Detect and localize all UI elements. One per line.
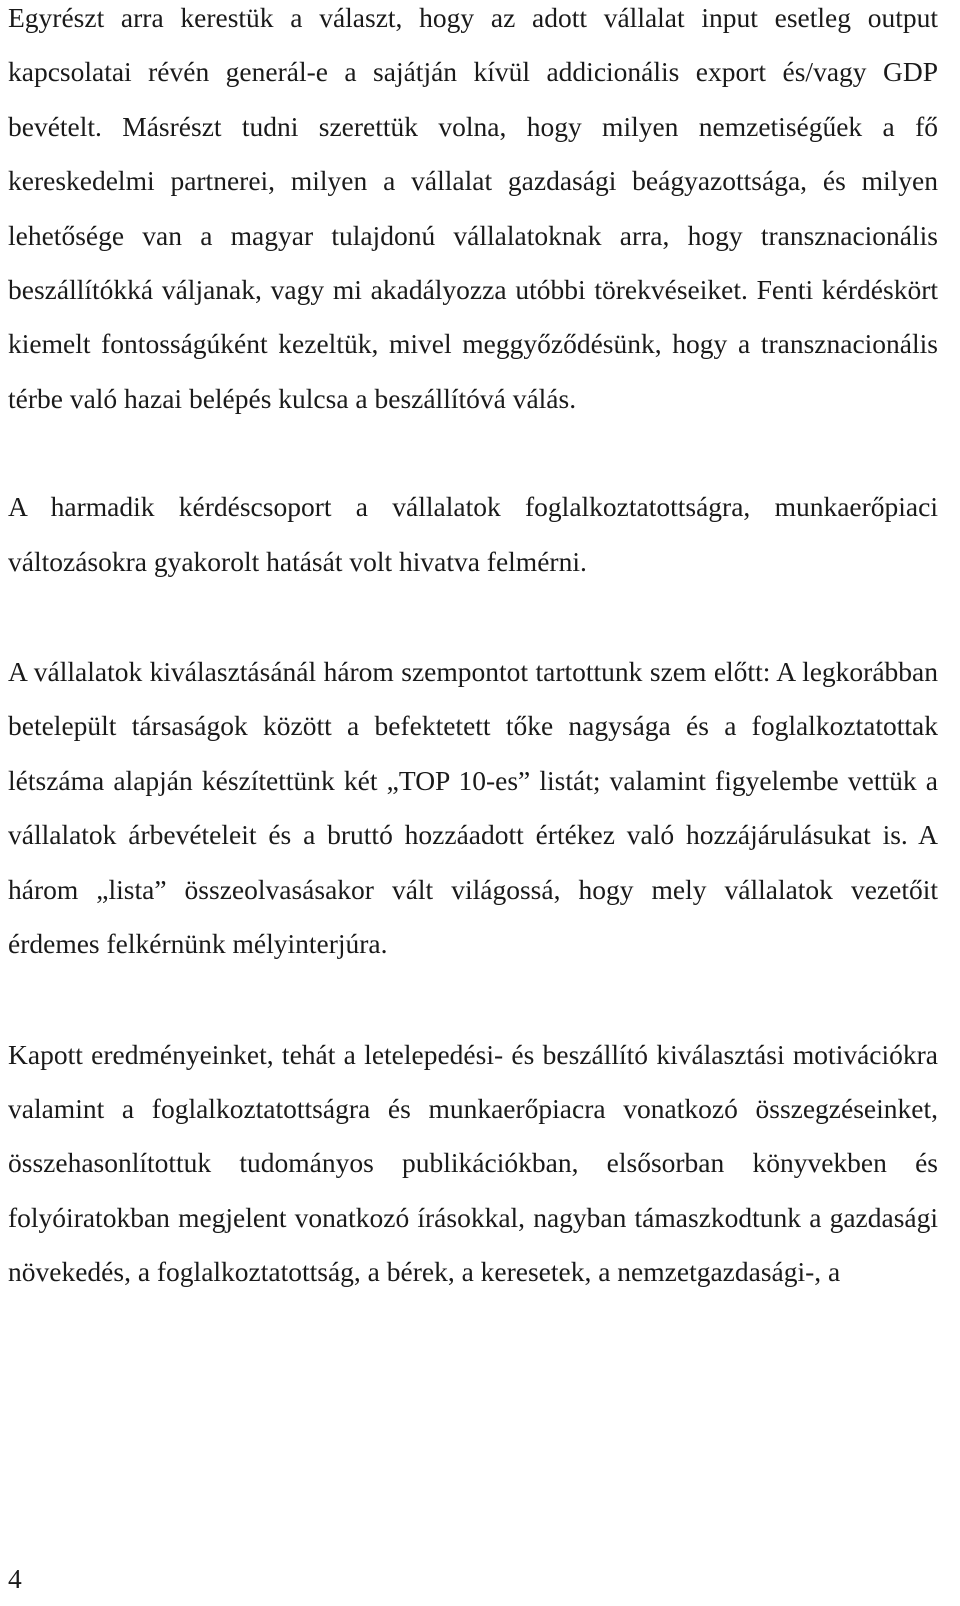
paragraph-1: Egyrészt arra kerestük a választ, hogy az adott vállalat input esetleg output kapcsolatai révén generál-e a sajátján kívül addicionális export és/vagy GDP bevételt. Másrészt tudni szerettük volna, hogy milyen nemzetiségűek a fő kereskedelmi partnerei, milyen a vállalat gazdasági beágyazottsága, és milyen lehetősége van a magyar tulajdonú vállalatoknak arra, hogy transznacionális beszállítókká váljanak, vagy mi akadályozza utóbbi törekvéseiket. Fenti kérdéskört kiemelt fontosságúként kezeltük, mivel meggyőződésünk, hogy a transznacionális térbe való hazai belépés kulcsa a beszállítóvá válás. xyxy=(8,2,938,414)
paragraph-4: Kapott eredményeinket, tehát a letelepedési- és beszállító kiválasztási motivációkra valamint a foglalkoztatottságra és munkaerőpiacra vonatkozó összegzéseinket, összehasonlítottuk tudományos publikációkban, elsősorban könyvekben és folyóiratokban megjelent vonatkozó írásokkal, nagyban támaszkodtunk a gazdasági növekedés, a foglalkoztatottság, a bérek, a keresetek, a nemzetgazdasági-, a xyxy=(8,1038,938,1288)
paragraph-3: A vállalatok kiválasztásánál három szempontot tartottunk szem előtt: A legkorábban betelepült társaságok között a befektetett tőke nagysága és a foglalkoztatottak létszáma alapján készítettünk két „TOP 10-es” listát; valamint figyelembe vettük a vállalatok árbevételeit és a bruttó hozzáadott értékez való hozzájárulásukat is. A három „lista” összeolvasásakor vált világossá, hogy mely vállalatok vezetőit érdemes felkérnünk mélyinterjúra. xyxy=(8,656,938,960)
page-number: 4 xyxy=(8,1563,22,1594)
paragraph-2: A harmadik kérdéscsoport a vállalatok foglalkoztatottságra, munkaerőpiaci változásokra gyakorolt hatását volt hivatva felmérni. xyxy=(8,491,938,577)
document-page xyxy=(8,0,938,1300)
